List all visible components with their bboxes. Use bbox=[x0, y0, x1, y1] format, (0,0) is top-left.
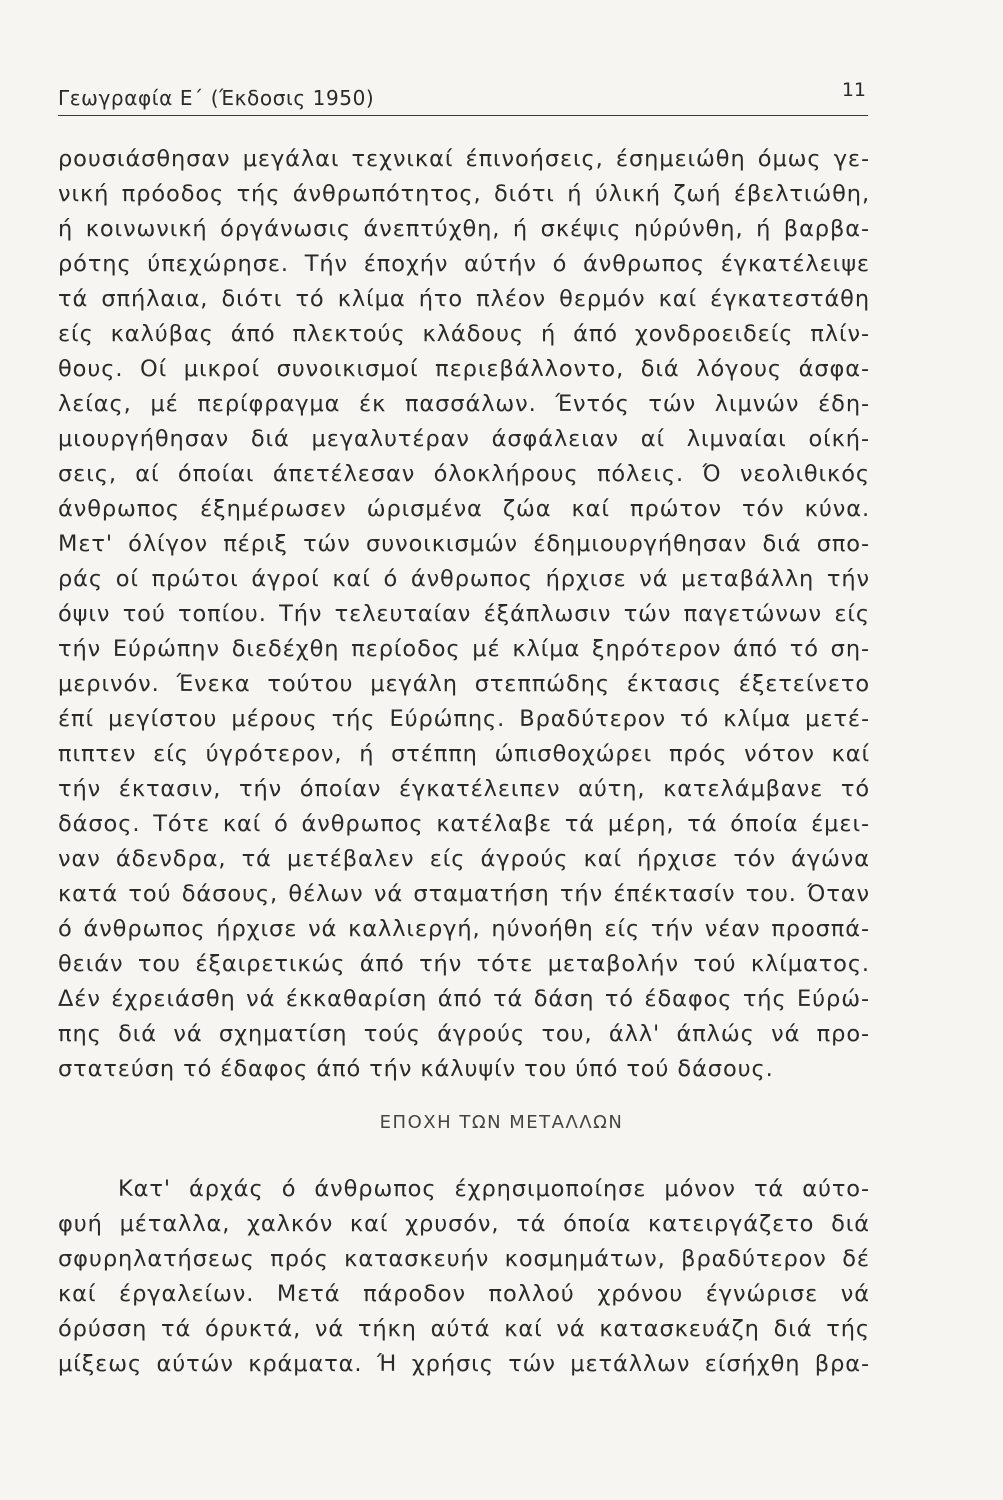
text-line: φυή μέταλλα, χαλκόν καί χρυσόν, τά όποία κατειργάζετο διά bbox=[58, 1211, 870, 1237]
text-line: δάσος. Τότε καί ό άνθρωπος κατέλαβε τά μέρη, τά όποία έμει- bbox=[58, 811, 870, 837]
text-line: θους. Οί μικροί συνοικισμοί περιεβάλλοντο, διά λόγους άσφα- bbox=[58, 356, 870, 382]
text-line: είς καλύβας άπό πλεκτούς κλάδους ή άπό χονδροειδείς πλίν- bbox=[58, 321, 870, 347]
running-title: Γεωγραφία Ε΄ (Έκδοσις 1950) bbox=[58, 86, 375, 110]
text-line: τήν Εύρώπην διεδέχθη περίοδος μέ κλίμα ξηρότερον άπό τό ση- bbox=[58, 636, 870, 662]
text-line: Δέν έχρειάσθη νά έκκαθαρίση άπό τά δάση τό έδαφος τής Εύρώ- bbox=[58, 986, 870, 1012]
text-line: θειάν του έξαιρετικώς άπό τήν τότε μεταβολήν τού κλίματος. bbox=[58, 951, 870, 977]
text-line: ή κοινωνική όργάνωσις άνεπτύχθη, ή σκέψις ηύρύνθη, ή βαρβα- bbox=[58, 216, 870, 242]
text-line: ό άνθρωπος ήρχισε νά καλλιεργή, ηύνοήθη είς τήν νέαν προσπά- bbox=[58, 916, 870, 942]
text-line: πης διά νά σχηματίση τούς άγρούς του, άλλ' άπλώς νά προ- bbox=[58, 1021, 870, 1047]
text-line: σεις, αί όποίαι άπετέλεσαν όλοκλήρους πόλεις. Ό νεολιθικός bbox=[58, 461, 870, 487]
text-line: λείας, μέ περίφραγμα έκ πασσάλων. Έντός τών λιμνών έδη- bbox=[58, 391, 870, 417]
text-line: σφυρηλατήσεως πρός κατασκευήν κοσμημάτων, βραδύτερον δέ bbox=[58, 1246, 870, 1272]
text-line: τήν έκτασιν, τήν όποίαν έγκατέλειπεν αύτη, κατελάμβανε τό bbox=[58, 776, 870, 802]
page-number: 11 bbox=[841, 79, 866, 101]
text-line: πιπτεν είς ύγρότερον, ή στέππη ώπισθοχώρει πρός νότον καί bbox=[58, 741, 870, 767]
text-line: ρουσιάσθησαν μεγάλαι τεχνικαί έπινοήσεις, έσημειώθη όμως γε- bbox=[58, 146, 870, 172]
text-line: ράς οί πρώτοι άγροί καί ό άνθρωπος ήρχισε νά μεταβάλλη τήν bbox=[58, 566, 870, 592]
text-line: ρότης ύπεχώρησε. Τήν έποχήν αύτήν ό άνθρωπος έγκατέλειψε bbox=[58, 251, 870, 277]
text-line: Κατ' άρχάς ό άνθρωπος έχρησιμοποίησε μόνον τά αύτο- bbox=[118, 1176, 870, 1202]
text-line: έπί μεγίστου μέρους τής Εύρώπης. Βραδύτερον τό κλίμα μετέ- bbox=[58, 706, 870, 732]
text-line: όψιν τού τοπίου. Τήν τελευταίαν έξάπλωσιν τών παγετώνων είς bbox=[58, 601, 870, 627]
paragraph-2 bbox=[58, 1172, 870, 1382]
text-line: στατεύση τό έδαφος άπό τήν κάλυψίν του ύπό τού δάσους. bbox=[58, 1056, 774, 1082]
text-line: όρύσση τά όρυκτά, νά τήκη αύτά καί νά κατασκευάζη διά τής bbox=[58, 1316, 870, 1342]
section-heading: ΕΠΟΧΗ ΤΩΝ ΜΕΤΑΛΛΩΝ bbox=[379, 1112, 624, 1133]
running-head bbox=[58, 79, 868, 116]
text-line: κατά τού δάσους, θέλων νά σταματήση τήν έπέκτασίν του. Όταν bbox=[58, 881, 870, 907]
text-line: καί έργαλείων. Μετά πάροδον πολλού χρόνου έγνώρισε νά bbox=[58, 1281, 870, 1307]
text-line: άνθρωπος έξημέρωσεν ώρισμένα ζώα καί πρώτον τόν κύνα. bbox=[58, 496, 870, 522]
text-line: μερινόν. Ένεκα τούτου μεγάλη στεππώδης έκτασις έξετείνετο bbox=[58, 671, 870, 697]
text-line: ναν άδενδρα, τά μετέβαλεν είς άγρούς καί ήρχισε τόν άγώνα bbox=[58, 846, 870, 872]
text-line: Μετ' όλίγον πέριξ τών συνοικισμών έδημιουργήθησαν διά σπο- bbox=[58, 531, 870, 557]
text-line: μίξεως αύτών κράματα. Ή χρήσις τών μετάλλων είσήχθη βρα- bbox=[58, 1351, 870, 1377]
text-line: μιουργήθησαν διά μεγαλυτέραν άσφάλειαν αί λιμναίαι οίκή- bbox=[58, 426, 870, 452]
paragraph-1 bbox=[58, 142, 870, 1087]
text-line: τά σπήλαια, διότι τό κλίμα ήτο πλέον θερμόν καί έγκατεστάθη bbox=[58, 286, 870, 312]
text-line: νική πρόοδος τής άνθρωπότητος, διότι ή ύλική ζωή έβελτιώθη, bbox=[58, 181, 870, 207]
